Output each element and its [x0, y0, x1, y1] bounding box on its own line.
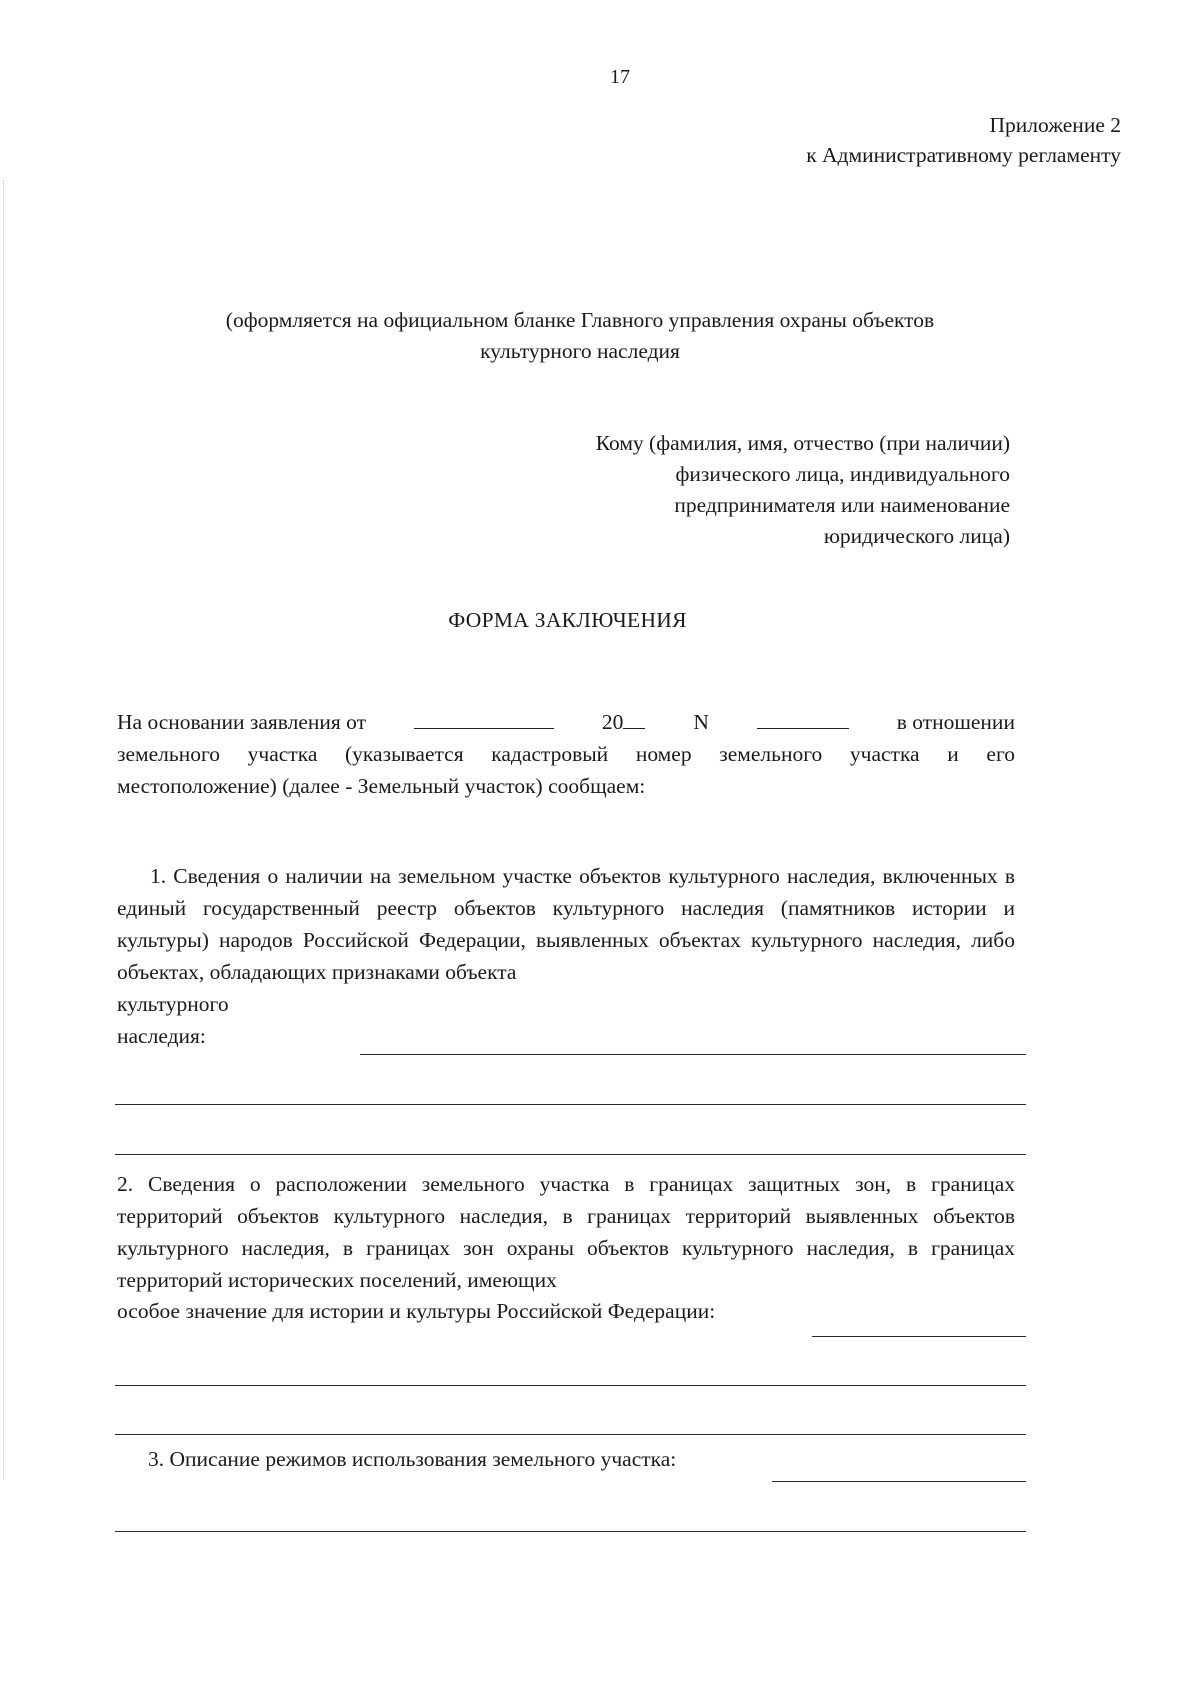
intro-line-1: [117, 706, 1015, 738]
intro-text-end: в отношении: [896, 710, 1015, 734]
form-title: ФОРМА ЗАКЛЮЧЕНИЯ: [448, 608, 687, 632]
section-1-cont-line-2: наследия:: [117, 1024, 206, 1048]
intro-number-sign: N: [693, 710, 709, 734]
section-2-answer-line-3[interactable]: [115, 1434, 1026, 1435]
section-3-text: 3. Описание режимов использования земельного участка:: [148, 1447, 677, 1471]
intro-line-3: местоположение) (далее - Земельный участок) сообщаем:: [117, 774, 646, 798]
intro-year: [602, 706, 646, 738]
section-2-answer-line-1[interactable]: [812, 1336, 1026, 1337]
section-1-text: 1. Сведения о наличии на земельном участке объектов культурного наследия, включенных в единый государственный реестр объектов культурного наследия (памятников истории и культуры) народов Российской Федерации, выявленных объектах культурного наследия, либо объектах, обладающих признаками объекта: [117, 864, 1015, 984]
appendix-line-2: к Административному регламенту: [806, 143, 1121, 167]
recipient-block: [596, 428, 1010, 552]
section-1-continuation: [117, 988, 229, 1052]
intro-year-label: 20: [601, 710, 624, 734]
section-1-answer-line-3[interactable]: [115, 1154, 1026, 1155]
page-number: 17: [610, 66, 630, 88]
appendix-line-1: Приложение 2: [989, 113, 1121, 137]
recipient-line-2: физического лица, индивидуального: [675, 462, 1010, 486]
section-3-answer-line-2[interactable]: [115, 1531, 1026, 1532]
appendix-header: [806, 110, 1121, 170]
year-suffix-field[interactable]: [623, 706, 645, 729]
section-2-continuation: особое значение для истории и культуры Российской Федерации:: [117, 1299, 716, 1323]
section-1-cont-line-1: культурного: [117, 992, 229, 1016]
section-2-text: 2. Сведения о расположении земельного участка в границах защитных зон, в границах территорий объектов культурного наследия, в границах территорий выявленных объектов культурного наследия, в границах зон охраны объектов культурного наследия, в границах территорий исторических поселений, имеющих: [117, 1172, 1015, 1292]
letterhead-note: [160, 305, 1000, 367]
intro-line-2: земельного участка (указывается кадастровый номер земельного участка и его: [117, 742, 1015, 766]
section-3-answer-line-1[interactable]: [772, 1481, 1026, 1482]
scan-margin-artifact: [3, 180, 6, 1480]
recipient-line-4: юридического лица): [823, 524, 1010, 548]
letterhead-note-line-1: (оформляется на официальном бланке Главного управления охраны объектов: [225, 308, 935, 332]
section-1-answer-line-1[interactable]: [360, 1054, 1026, 1055]
intro-paragraph: [117, 706, 1015, 802]
letterhead-note-line-2: культурного наследия: [480, 339, 680, 363]
application-number-field[interactable]: [757, 706, 849, 729]
application-date-field[interactable]: [414, 706, 554, 729]
recipient-line-3: предпринимателя или наименование: [674, 493, 1010, 517]
section-1-answer-line-2[interactable]: [115, 1104, 1026, 1105]
section-2-answer-line-2[interactable]: [115, 1385, 1026, 1386]
intro-text-start: На основании заявления от: [117, 710, 367, 734]
recipient-line-1: Кому (фамилия, имя, отчество (при наличии): [595, 431, 1010, 455]
